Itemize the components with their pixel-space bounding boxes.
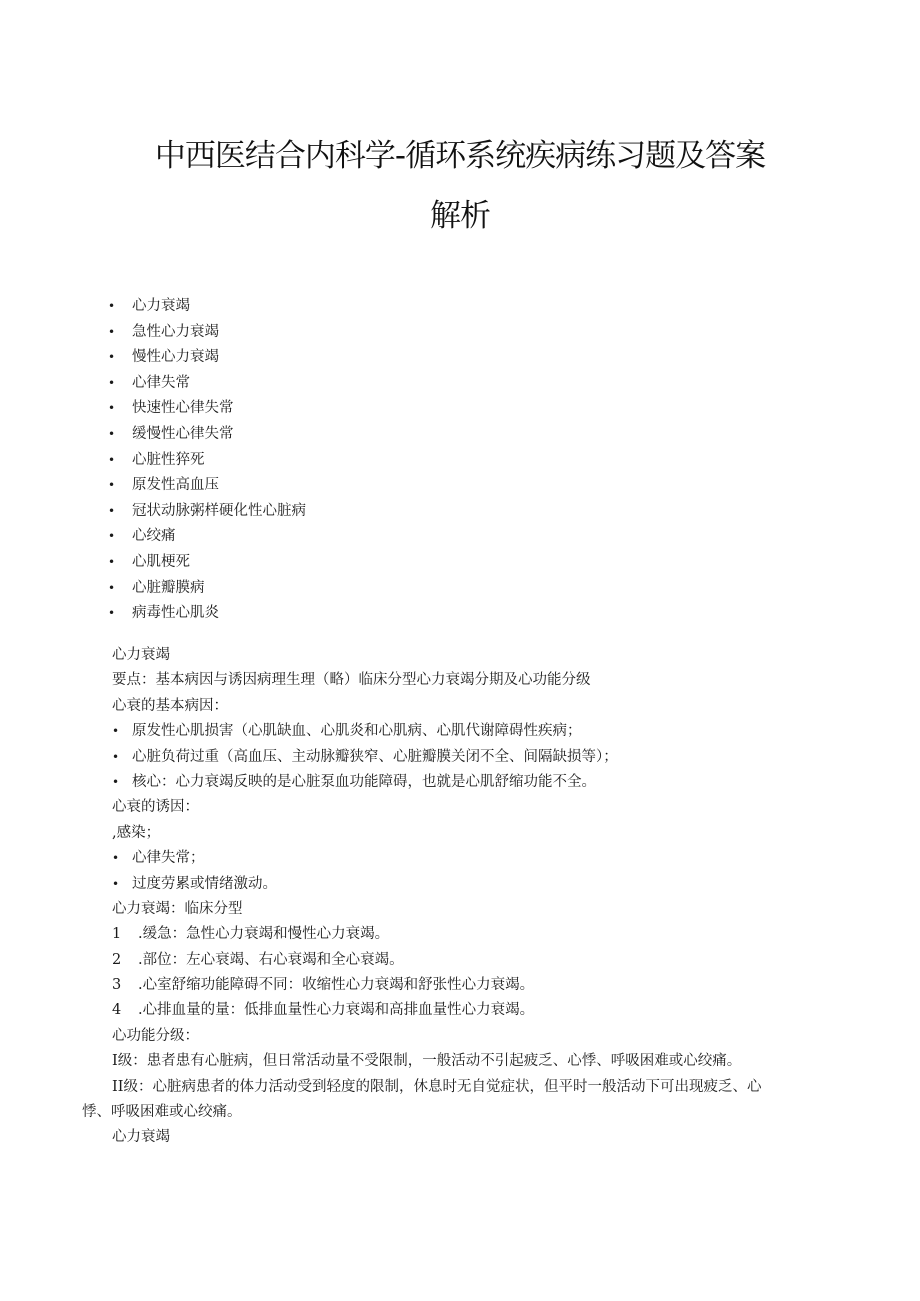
toc-item: • 缓慢性心律失常 — [108, 422, 306, 448]
bullet-icon: • — [108, 452, 116, 467]
bullet-icon: • — [108, 426, 116, 441]
trigger-item: • 过度劳累或情绪激动。 — [112, 872, 832, 897]
bullet-icon: • — [112, 749, 120, 764]
toc-item: • 原发性高血压 — [108, 473, 306, 499]
toc-item: • 心脏性猝死 — [108, 448, 306, 474]
toc-item: • 心力衰竭 — [108, 294, 306, 320]
cause-item: • 核心：心力衰竭反映的是心脏泵血功能障碍，也就是心肌舒缩功能不全。 — [112, 770, 832, 795]
function-heading: 心功能分级： — [112, 1027, 199, 1044]
bullet-icon: • — [108, 478, 116, 493]
toc-item: • 急性心力衰竭 — [108, 320, 306, 346]
grade-2-line-2: 悸、呼吸困难或心绞痛。 — [82, 1104, 242, 1121]
bullet-icon: • — [108, 375, 116, 390]
footer-heading: 心力衰竭 — [112, 1129, 170, 1146]
toc-item: • 慢性心力衰竭 — [108, 345, 306, 371]
bullet-icon: • — [108, 606, 116, 621]
bullet-icon: • — [112, 851, 120, 866]
classification-item: 4 .心排血量的量：低排血量性心力衰竭和高排血量性心力衰竭。 — [112, 1002, 535, 1019]
bullet-icon: • — [108, 299, 116, 313]
toc-item: • 快速性心律失常 — [108, 396, 306, 422]
causes-heading: 心衰的基本病因： — [112, 697, 228, 714]
toc-item: • 心脏瓣膜病 — [108, 576, 306, 602]
bullet-icon: • — [112, 876, 120, 891]
classification-heading: 心力衰竭：临床分型 — [112, 900, 243, 917]
classification-item: 1 .缓急：急性心力衰竭和慢性心力衰竭。 — [112, 926, 390, 943]
bullet-icon: • — [108, 324, 116, 339]
toc-item: • 病毒性心肌炎 — [108, 601, 306, 627]
bullet-icon: • — [108, 580, 116, 595]
trigger-item: • 心律失常； — [112, 846, 832, 871]
toc-item: • 心律失常 — [108, 371, 306, 397]
bullet-icon: • — [112, 724, 120, 739]
toc-item: • 冠状动脉粥样硬化性心脏病 — [108, 499, 306, 525]
cause-item: • 原发性心肌损害（心肌缺血、心肌炎和心肌病、心肌代谢障碍性疾病； — [112, 719, 832, 744]
classification-item: 3 .心室舒缩功能障碍不同：收缩性心力衰竭和舒张性心力衰竭。 — [112, 977, 535, 994]
classification-item: 2 .部位：左心衰竭、右心衰竭和全心衰竭。 — [112, 951, 404, 968]
toc-item: • 心绞痛 — [108, 524, 306, 550]
document-title-line-2: 解析 — [430, 198, 490, 234]
table-of-contents — [108, 294, 306, 627]
grade-2-line-1: II级：心脏病患者的体力活动受到轻度的限制，休息时无自觉症状，但平时一般活动下可出现疲乏、心 — [112, 1078, 762, 1095]
key-points: 要点：基本病因与诱因病理生理（略）临床分型心力衰竭分期及心功能分级 — [112, 672, 591, 689]
section-body — [82, 643, 832, 1151]
bullet-icon: • — [108, 401, 116, 416]
section-heading: 心力衰竭 — [112, 647, 170, 663]
document-title-line-1: 中西医结合内科学-循环系统疾病练习题及答案 — [154, 138, 766, 174]
triggers-heading: 心衰的诱因： — [112, 799, 199, 816]
cause-item: • 心脏负荷过重（高血压、主动脉瓣狭窄、心脏瓣膜关闭不全、间隔缺损等）； — [112, 745, 832, 770]
bullet-icon: • — [108, 554, 116, 569]
toc-item: • 心肌梗死 — [108, 550, 306, 576]
grade-1: I级：患者患有心脏病，但日常活动量不受限制，一般活动不引起疲乏、心悸、呼吸困难或心绞痛。 — [112, 1053, 742, 1070]
trigger-item: ,感染； — [112, 824, 161, 841]
bullet-icon: • — [108, 350, 116, 365]
bullet-icon: • — [112, 774, 120, 789]
bullet-icon: • — [108, 503, 116, 518]
bullet-icon: • — [108, 529, 116, 544]
